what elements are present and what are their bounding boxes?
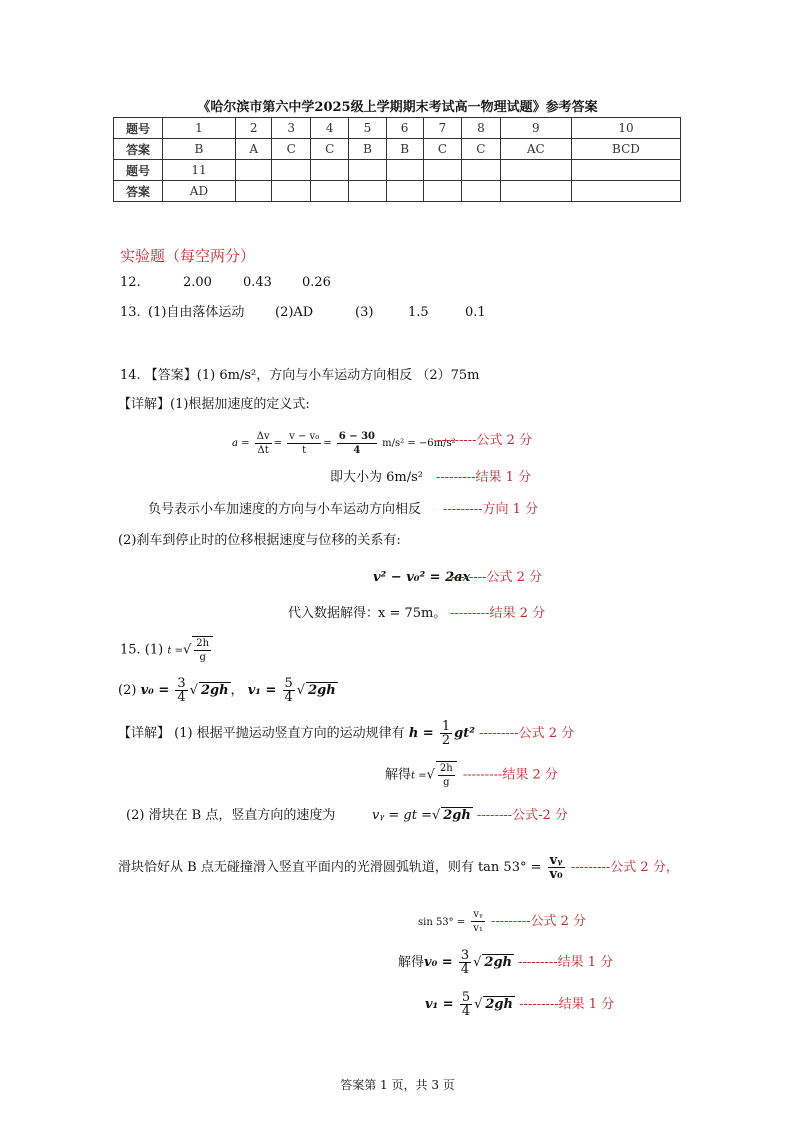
table-cell — [349, 160, 386, 181]
frac-den: t — [302, 445, 307, 456]
table-cell: A — [235, 139, 272, 160]
q15-part2: (2) 滑块在 B 点，竖直方向的速度为 — [126, 808, 336, 823]
q14-magnitude: 即大小为 6m/s² — [330, 470, 423, 485]
table-row — [114, 118, 681, 139]
table-cell: C — [310, 139, 348, 160]
table-cell: 3 — [272, 118, 310, 139]
frac-num: 3 — [460, 948, 470, 963]
table-cell: AD — [163, 181, 236, 202]
score-mark: ---------结果 1 分 — [436, 470, 532, 485]
score-mark: ---------公式 2 分 — [479, 726, 575, 741]
detail-text: 滑块恰好从 B 点无碰撞滑入竖直平面内的光滑圆弧轨道，则有 tan 53° = — [118, 860, 542, 875]
table-cell: 9 — [500, 118, 571, 139]
frac-num: 6 − 30 — [338, 431, 375, 442]
table-cell — [462, 181, 500, 202]
formula-text: v² − v₀² = 2ax — [373, 570, 471, 585]
formula-text: m/s² = −6m/s² — [382, 438, 456, 449]
table-cell — [500, 181, 571, 202]
frac-den: 4 — [353, 445, 361, 456]
table-cell: 5 — [349, 118, 386, 139]
table-cell: B — [163, 139, 236, 160]
table-cell — [571, 160, 680, 181]
row-label: 答案 — [114, 139, 163, 160]
formula-acceleration: a = $\frac{\Delta v}{\Delta t}$ = $\frac{\text{v − v₀}}{t}$ = $\frac{6 - 30}{4}$ m/s² = −6m/s² — [232, 431, 456, 456]
formula-text: a = — [232, 438, 250, 449]
q12-answer: 0.26 — [302, 275, 331, 290]
frac-den: v₀ — [549, 867, 563, 882]
formula-text: t = — [411, 770, 427, 782]
table-cell: 6 — [386, 118, 423, 139]
formula-text: 解得 — [385, 767, 412, 783]
table-cell — [500, 160, 571, 181]
row-label: 题号 — [114, 118, 163, 139]
table-cell — [272, 160, 310, 181]
formula-text: v₁ = — [247, 683, 277, 698]
frac-den: 4 — [284, 690, 293, 705]
frac-num: Δv — [256, 431, 270, 442]
q15-detail-1 — [118, 719, 574, 749]
table-cell: C — [462, 139, 500, 160]
page-footer: 答案第 1 页，共 3 页 — [340, 1078, 455, 1092]
formula-text: vᵧ = gt = — [372, 808, 432, 823]
formula-text: h = — [408, 726, 434, 741]
score-mark: ---------公式 2 分， — [570, 860, 679, 875]
table-row — [114, 139, 681, 160]
q15-sin — [418, 908, 586, 936]
frac-num: 5 — [461, 990, 471, 1005]
table-cell — [349, 181, 386, 202]
q15-solve-t: 解得t =√ $\frac{2h}{g}$ ---------结果 2 分 — [385, 763, 558, 788]
q12-answer: 0.43 — [243, 275, 272, 290]
formula-text: 解得 — [398, 955, 425, 970]
q13-answer: (2)AD — [275, 305, 314, 320]
formula-text: v₁ = — [425, 997, 454, 1012]
formula-text: sin 53° = — [418, 917, 466, 928]
score-mark: ---------结果 2 分 — [462, 767, 558, 783]
q12-num: 12. — [120, 275, 141, 290]
table-cell — [386, 160, 423, 181]
frac-num: 3 — [177, 676, 186, 691]
table-cell — [235, 160, 272, 181]
table-cell: 7 — [423, 118, 461, 139]
formula-text: 2gh — [443, 808, 471, 823]
table-cell — [310, 181, 348, 202]
table-cell: 10 — [571, 118, 680, 139]
q14-answer: 14. 【答案】(1) 6m/s²，方向与小车运动方向相反 （2）75m — [120, 368, 480, 383]
table-cell — [423, 160, 461, 181]
q14-sign: 负号表示小车加速度的方向与小车运动方向相反 — [148, 502, 422, 517]
score-mark: --------公式-2 分 — [477, 808, 568, 823]
formula-text: v₀ = — [140, 683, 170, 698]
table-cell: 8 — [462, 118, 500, 139]
row-label: 题号 — [114, 160, 163, 181]
table-cell — [571, 181, 680, 202]
table-row — [114, 160, 681, 181]
q12-answer: 2.00 — [183, 275, 212, 290]
score-mark: ---------结果 1 分 — [518, 955, 614, 970]
q15-solve-v1: v₁ = $\frac{5}{4}$ √ 2gh ---------结果 1 分 — [425, 990, 615, 1019]
table-cell — [462, 160, 500, 181]
table-row — [114, 181, 681, 202]
q14-result: x = 75m。 — [378, 606, 447, 621]
table-cell — [272, 181, 310, 202]
q15-solve-v0: 解得v₀ = $\frac{3}{4}$ √ 2gh ---------结果 1 分 — [398, 948, 614, 977]
score-mark: ---------结果 1 分 — [519, 997, 615, 1012]
table-cell — [310, 160, 348, 181]
table-cell: C — [423, 139, 461, 160]
formula-text: v₀ = — [424, 955, 453, 970]
row-label: 答案 — [114, 181, 163, 202]
score-mark: ---------公式 2 分 — [437, 433, 533, 448]
q14-subst: 代入数据解得： — [288, 606, 380, 621]
formula-text: 2gh — [485, 997, 513, 1012]
frac-den: g — [443, 777, 450, 788]
table-cell — [235, 181, 272, 202]
section-heading: 实验题（每空两分） — [120, 247, 256, 265]
table-cell: 11 — [163, 160, 236, 181]
frac-den: 2 — [441, 733, 451, 748]
q13-answer: 1.5 — [408, 305, 429, 320]
formula-text: 2gh — [484, 955, 512, 970]
frac-num: 2h — [196, 638, 210, 649]
frac-num: v − v₀ — [289, 431, 320, 442]
frac-num: vᵧ — [473, 909, 483, 920]
formula-vy: vᵧ = gt =√ 2gh --------公式-2 分 — [372, 808, 568, 823]
detail-text: 【详解】 (1) 根据平抛运动竖直方向的运动规律有 — [118, 726, 405, 741]
frac-den: v₁ — [473, 923, 483, 934]
table-cell: 4 — [310, 118, 348, 139]
frac-num: vᵧ — [549, 853, 563, 868]
formula-text: gt² — [454, 726, 475, 741]
frac-num: 5 — [284, 676, 293, 691]
frac-den: 4 — [460, 962, 470, 977]
formula-text: ， — [230, 683, 244, 698]
answer-table — [113, 117, 681, 202]
formula-text: (2) — [118, 683, 137, 698]
table-cell: AC — [500, 139, 571, 160]
formula-text: t = — [167, 645, 183, 657]
q15-num: 15. (1) — [120, 642, 164, 658]
q15-tan — [118, 853, 679, 883]
table-cell — [423, 181, 461, 202]
q15-answer-2: (2) v₀ = $\frac{3}{4}$ √ 2gh ， v₁ = $\frac{5}{4}$ √ 2gh — [118, 676, 336, 705]
frac-den: 4 — [177, 690, 186, 705]
formula-text: 2gh — [200, 683, 229, 698]
table-cell: C — [272, 139, 310, 160]
table-cell: 2 — [235, 118, 272, 139]
table-cell: B — [386, 139, 423, 160]
score-mark: ---------结果 2 分 — [450, 606, 546, 621]
frac-den: 4 — [461, 1004, 471, 1019]
page-title: 《哈尔滨市第六中学2025级上学期期末考试高一物理试题》参考答案 — [197, 100, 598, 115]
score-mark: ---------方向 1 分 — [443, 502, 539, 517]
table-cell: 1 — [163, 118, 236, 139]
q13-answer: (1)自由落体运动 — [148, 305, 245, 320]
table-cell — [386, 181, 423, 202]
q13-answer: 0.1 — [465, 305, 486, 320]
frac-num: 1 — [441, 719, 451, 734]
q13-answer: (3) — [355, 305, 374, 320]
frac-den: g — [199, 652, 206, 663]
q13-num: 13. — [120, 305, 141, 320]
table-cell: B — [349, 139, 386, 160]
frac-num: 2h — [439, 763, 453, 774]
q15-answer-1: 15. (1) t =√ $\frac{2h}{g}$ — [120, 636, 215, 666]
score-mark: ---------公式 2 分 — [490, 914, 587, 929]
score-mark: ---------公式 2 分 — [447, 570, 543, 585]
q14-detail: 【详解】(1)根据加速度的定义式: — [118, 397, 310, 412]
q14-part2: (2)刹车到停止时的位移根据速度与位移的关系有: — [118, 533, 401, 548]
frac-den: Δt — [257, 445, 269, 456]
formula-text: 2gh — [308, 683, 336, 698]
table-cell: BCD — [571, 139, 680, 160]
